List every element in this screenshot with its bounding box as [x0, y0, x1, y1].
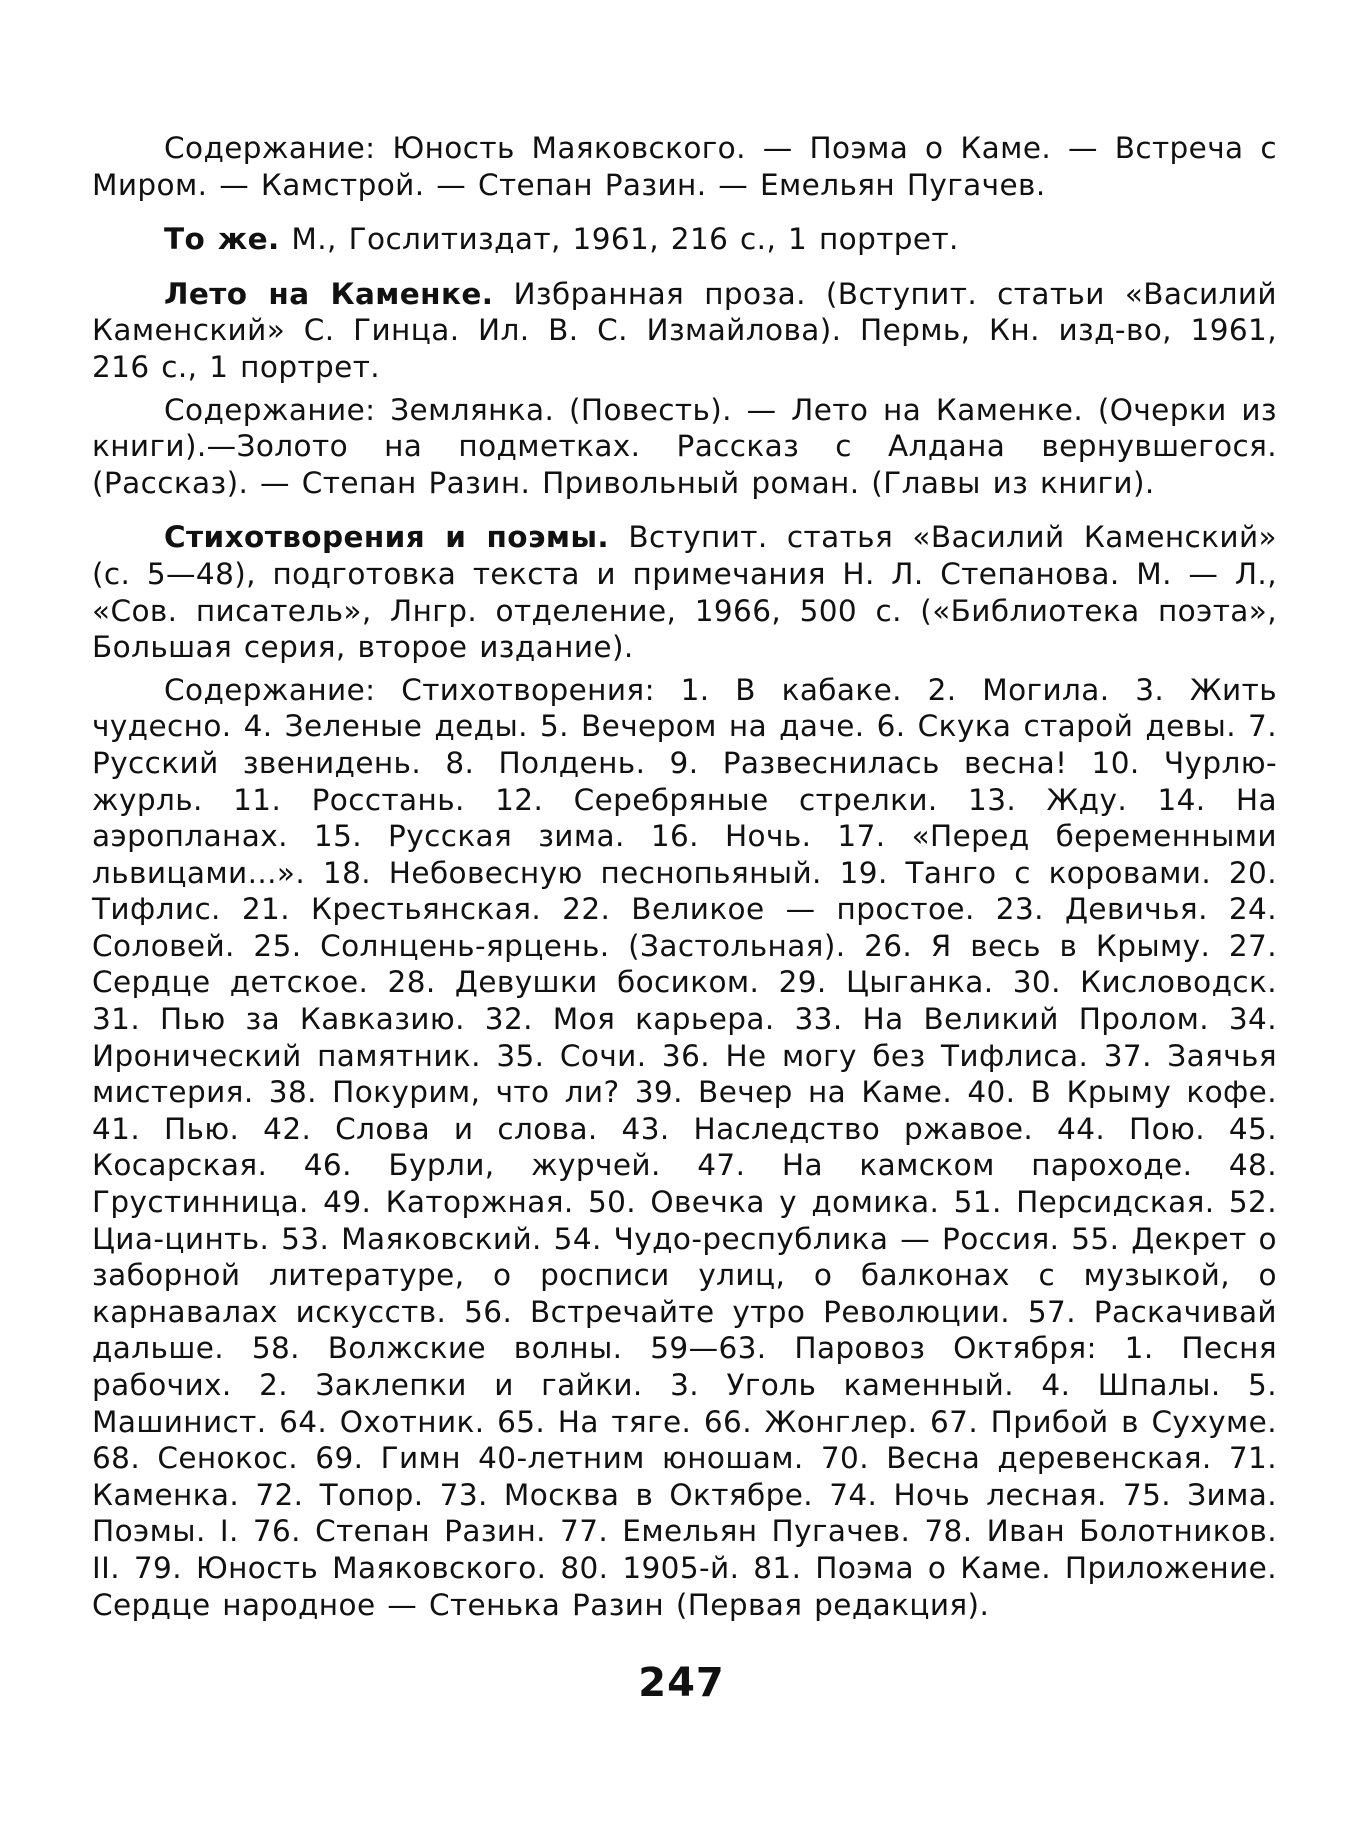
bibliography-entry	[92, 519, 1277, 665]
paragraph-text: Содержание: Юность Маяковского. — Поэма о Каме. — Встреча с Миром. — Камстрой. — Степан Разин. — Емельян Пугачев.	[92, 131, 1277, 202]
page-number: 247	[638, 1660, 725, 1706]
contents-paragraph	[92, 392, 1277, 502]
entry-text: Избранная проза. (Вступит. статьи «Василий Каменский» С. Гинца. Ил. В. С. Измайлова). Пермь, Кн. изд-во, 1961, 216 с., 1 портрет.	[92, 276, 1277, 384]
bibliography-entry	[92, 276, 1277, 386]
paragraph-text: Содержание: Стихотворения: 1. В кабаке. 2. Могила. 3. Жить чудесно. 4. Зеленые деды. 5. Вечером на даче. 6. Скука старой девы. 7. Русский звенидень. 8. Полдень. 9. Развеснилась весна! 10. Чурлю-журль. 11. Росстань. 12. Серебряные стрелки. 13. Жду. 14. На аэропланах. 15. Русская зима. 16. Ночь. 17. «Перед беременными львицами...». 18. Небовесную песнопьяный. 19. Танго с коровами. 20. Тифлис. 21. Крестьянская. 22. Великое — простое. 23. Девичья. 24. Соловей. 25. Солнцень-ярцень. (Застольная). 26. Я весь в Крыму. 27. Сердце детское. 28. Девушки босиком. 29. Цыганка. 30. Кисловодск. 31. Пью за Кавказию. 32. Моя карьера. 33. На Великий Пролом. 34. Иронический памятник. 35. Сочи. 36. Не могу без Тифлиса. 37. Заячья мистерия. 38. Покурим, что ли? 39. Вечер на Каме. 40. В Крыму кофе. 41. Пью. 42. Слова и слова. 43. Наследство ржавое. 44. Пою. 45. Косарская. 46. Бурли, журчей. 47. На камском пароходе. 48. Грустинница. 49. Каторжная. 50. Овечка у домика. 51. Персидская. 52. Циа-цинть. 53. Маяковский. 54. Чудо-республика — Россия. 55. Декрет о заборной литературе, о росписи улиц, о балконах с музыкой, о карнавалах искусств. 56. Встречайте утро Революции. 57. Раскачивай дальше. 58. Волжские волны. 59—63. Паровоз Октября: 1. Песня рабочих. 2. Заклепки и гайки. 3. Уголь каменный. 4. Шпалы. 5. Машинист. 64. Охотник. 65. На тяге. 66. Жонглер. 67. Прибой в Сухуме. 68. Сенокос. 69. Гимн 40-летним юношам. 70. Весна деревенская. 71. Каменка. 72. Топор. 73. Москва в Октябре. 74. Ночь лесная. 75. Зима. Поэмы. I. 76. Степан Разин. 77. Емельян Пугачев. 78. Иван Болотников. II. 79. Юность Маяковского. 80. 1905-й. 81. Поэма о Каме. Приложение. Сердце народное — Стенька Разин (Первая редакция).	[92, 672, 1277, 1622]
document-page	[92, 130, 1277, 1623]
entry-text: М., Гослитиздат, 1961, 216 с., 1 портрет.	[279, 222, 959, 257]
entry-text: Вступит. статья «Василий Каменский» (с. 5—48), подготовка текста и примечания Н. Л. Степанова. М. — Л., «Сов. писатель», Лнгр. отделение, 1966, 500 с. («Библиотека поэта», Большая серия, второе издание).	[92, 520, 1277, 665]
entry-title: Стихотворения и поэмы.	[164, 520, 610, 555]
contents-paragraph	[92, 672, 1277, 1623]
bibliography-entry	[92, 221, 1277, 258]
entry-title: То же.	[164, 222, 280, 257]
entry-title: Лето на Каменке.	[164, 276, 494, 311]
paragraph-text: Содержание: Землянка. (Повесть). — Лето на Каменке. (Очерки из книги).—Золото на подметках. Рассказ с Алдана вернувшегося. (Рассказ). — Степан Разин. Привольный роман. (Главы из книги).	[92, 392, 1277, 500]
contents-paragraph	[92, 130, 1277, 203]
